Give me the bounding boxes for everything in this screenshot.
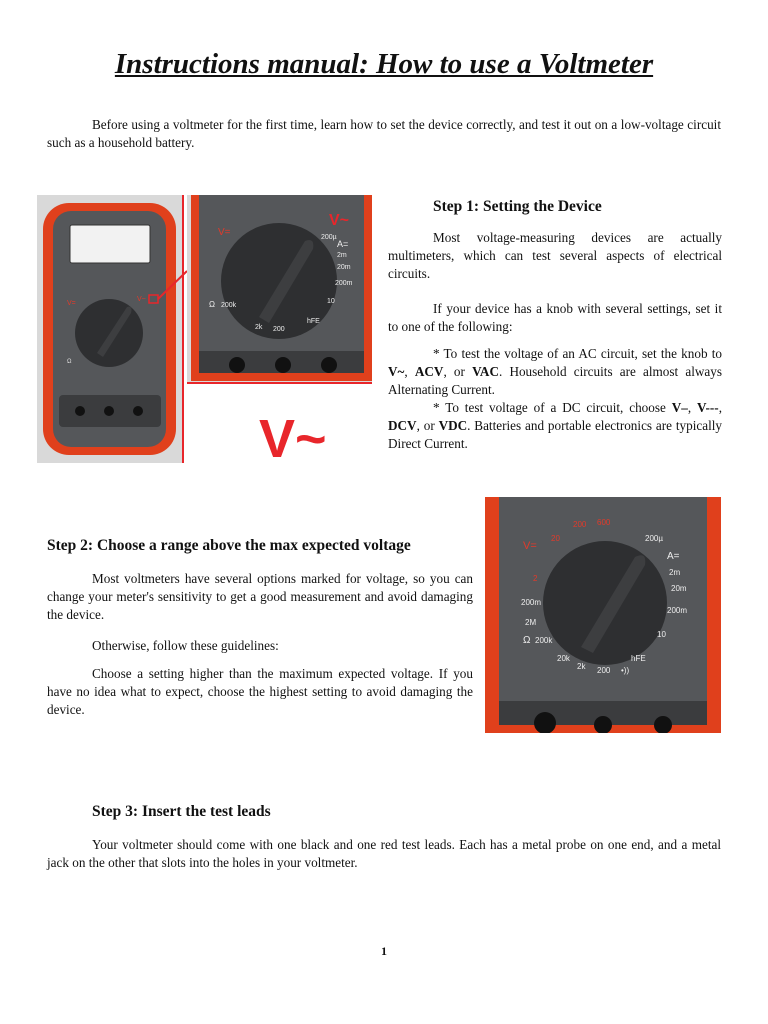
- page-title: Instructions manual: How to use a Voltmeter: [114, 48, 654, 80]
- closeup-2m-label: 2m: [669, 568, 681, 577]
- closeup-200u-label: 200µ: [645, 534, 663, 543]
- zoom-200m-label: 200m: [335, 280, 353, 287]
- zoom-a-dc-label: A=: [337, 239, 349, 249]
- step3-paragraph-1: Your voltmeter should come with one black and one red test leads. Each has a metal probe on one end, and a metal jack on the other that slots into the holes in your voltmeter.: [47, 837, 721, 870]
- step1-bullet-dc: * To test voltage of a DC circuit, choose V–, V---, DCV, or VDC. Batteries and portable electronics are typically Direct Current.: [388, 400, 722, 451]
- zoom-jack-3: [321, 357, 337, 373]
- closeup-10-label: 10: [657, 630, 666, 639]
- page-number: 1: [381, 944, 387, 958]
- closeup-200-r-label: 200: [597, 666, 611, 675]
- closeup-200k-label: 200k: [535, 636, 553, 645]
- dial-closeup-illustration: [485, 497, 721, 733]
- dial-closeup-figure: [485, 497, 721, 733]
- jack-1: [75, 406, 85, 416]
- meter-display: [70, 225, 150, 263]
- step2-paragraph-3: Choose a setting higher than the maximum expected voltage. If you have no idea what to expect, choose the highest setting to avoid damaging the device.: [47, 666, 473, 717]
- closeup-dial: [543, 541, 667, 665]
- meter-dial: [75, 299, 143, 367]
- zoom-v-dc-label: V=: [218, 227, 231, 238]
- small-v-dc-label: V=: [67, 300, 76, 307]
- closeup-200m-v-label: 200m: [521, 598, 542, 607]
- zoom-v-ac-label: V~: [329, 212, 350, 229]
- jack-2: [104, 406, 114, 416]
- zoom-jack-2: [275, 357, 291, 373]
- closeup-2k-label: 2k: [577, 662, 586, 671]
- big-v-ac-symbol: V~: [259, 409, 327, 463]
- multimeter-figure: [37, 195, 372, 463]
- closeup-hfe-label: hFE: [631, 654, 646, 663]
- closeup-200m-a-label: 200m: [667, 606, 688, 615]
- closeup-2-label: 2: [533, 574, 538, 583]
- closeup-beep-label: •)): [621, 666, 630, 675]
- zoom-200u-label: 200µ: [321, 234, 337, 241]
- zoom-2m-label: 2m: [337, 252, 347, 259]
- zoom-10-label: 10: [327, 298, 335, 305]
- jack-3: [133, 406, 143, 416]
- closeup-200-v-label: 200: [573, 520, 587, 529]
- zoom-200-label: 200: [273, 326, 285, 333]
- step1-bullet-ac: * To test the voltage of an AC circuit, set the knob to V~, ACV, or VAC. Household circuits are almost always Alternating Current.: [388, 346, 722, 397]
- zoom-ohm-label: Ω: [209, 300, 215, 309]
- zoom-200k-label: 200k: [221, 302, 237, 309]
- zoom-2k-label: 2k: [255, 324, 263, 331]
- zoom-hfe-label: hFE: [307, 318, 320, 325]
- closeup-20m-label: 20m: [671, 584, 687, 593]
- zoom-20m-label: 20m: [337, 264, 351, 271]
- closeup-20k-label: 20k: [557, 654, 570, 663]
- closeup-2m-r-label: 2M: [525, 618, 537, 627]
- closeup-jack-1: [534, 712, 556, 733]
- step2-paragraph-1: Most voltmeters have several options marked for voltage, so you can change your meter's sensitivity to get a good measurement and avoid damaging the device.: [47, 571, 473, 622]
- step2-heading: Step 2: Choose a range above the max expected voltage: [47, 537, 411, 554]
- step2-paragraph-2: Otherwise, follow these guidelines:: [92, 638, 279, 653]
- small-v-ac-label: V~: [137, 296, 146, 303]
- small-ohm-label: Ω: [67, 359, 72, 365]
- closeup-a-dc-label: A=: [667, 551, 680, 562]
- closeup-20-label: 20: [551, 534, 560, 543]
- step1-paragraph-1: Most voltage-measuring devices are actually multimeters, which can test several aspects of electrical circuits.: [388, 230, 722, 281]
- intro-paragraph: Before using a voltmeter for the first time, learn how to set the device correctly, and test it out on a low-voltage circuit such as a household battery.: [47, 117, 721, 150]
- step3-heading: Step 3: Insert the test leads: [92, 803, 271, 820]
- closeup-v-dc-label: V=: [523, 540, 537, 552]
- closeup-ohm-label: Ω: [523, 635, 531, 646]
- closeup-600-label: 600: [597, 518, 611, 527]
- zoom-jack-1: [229, 357, 245, 373]
- step1-paragraph-2: If your device has a knob with several settings, set it to one of the following:: [388, 301, 722, 334]
- multimeter-illustration: [37, 195, 372, 463]
- step1-heading: Step 1: Setting the Device: [433, 198, 602, 215]
